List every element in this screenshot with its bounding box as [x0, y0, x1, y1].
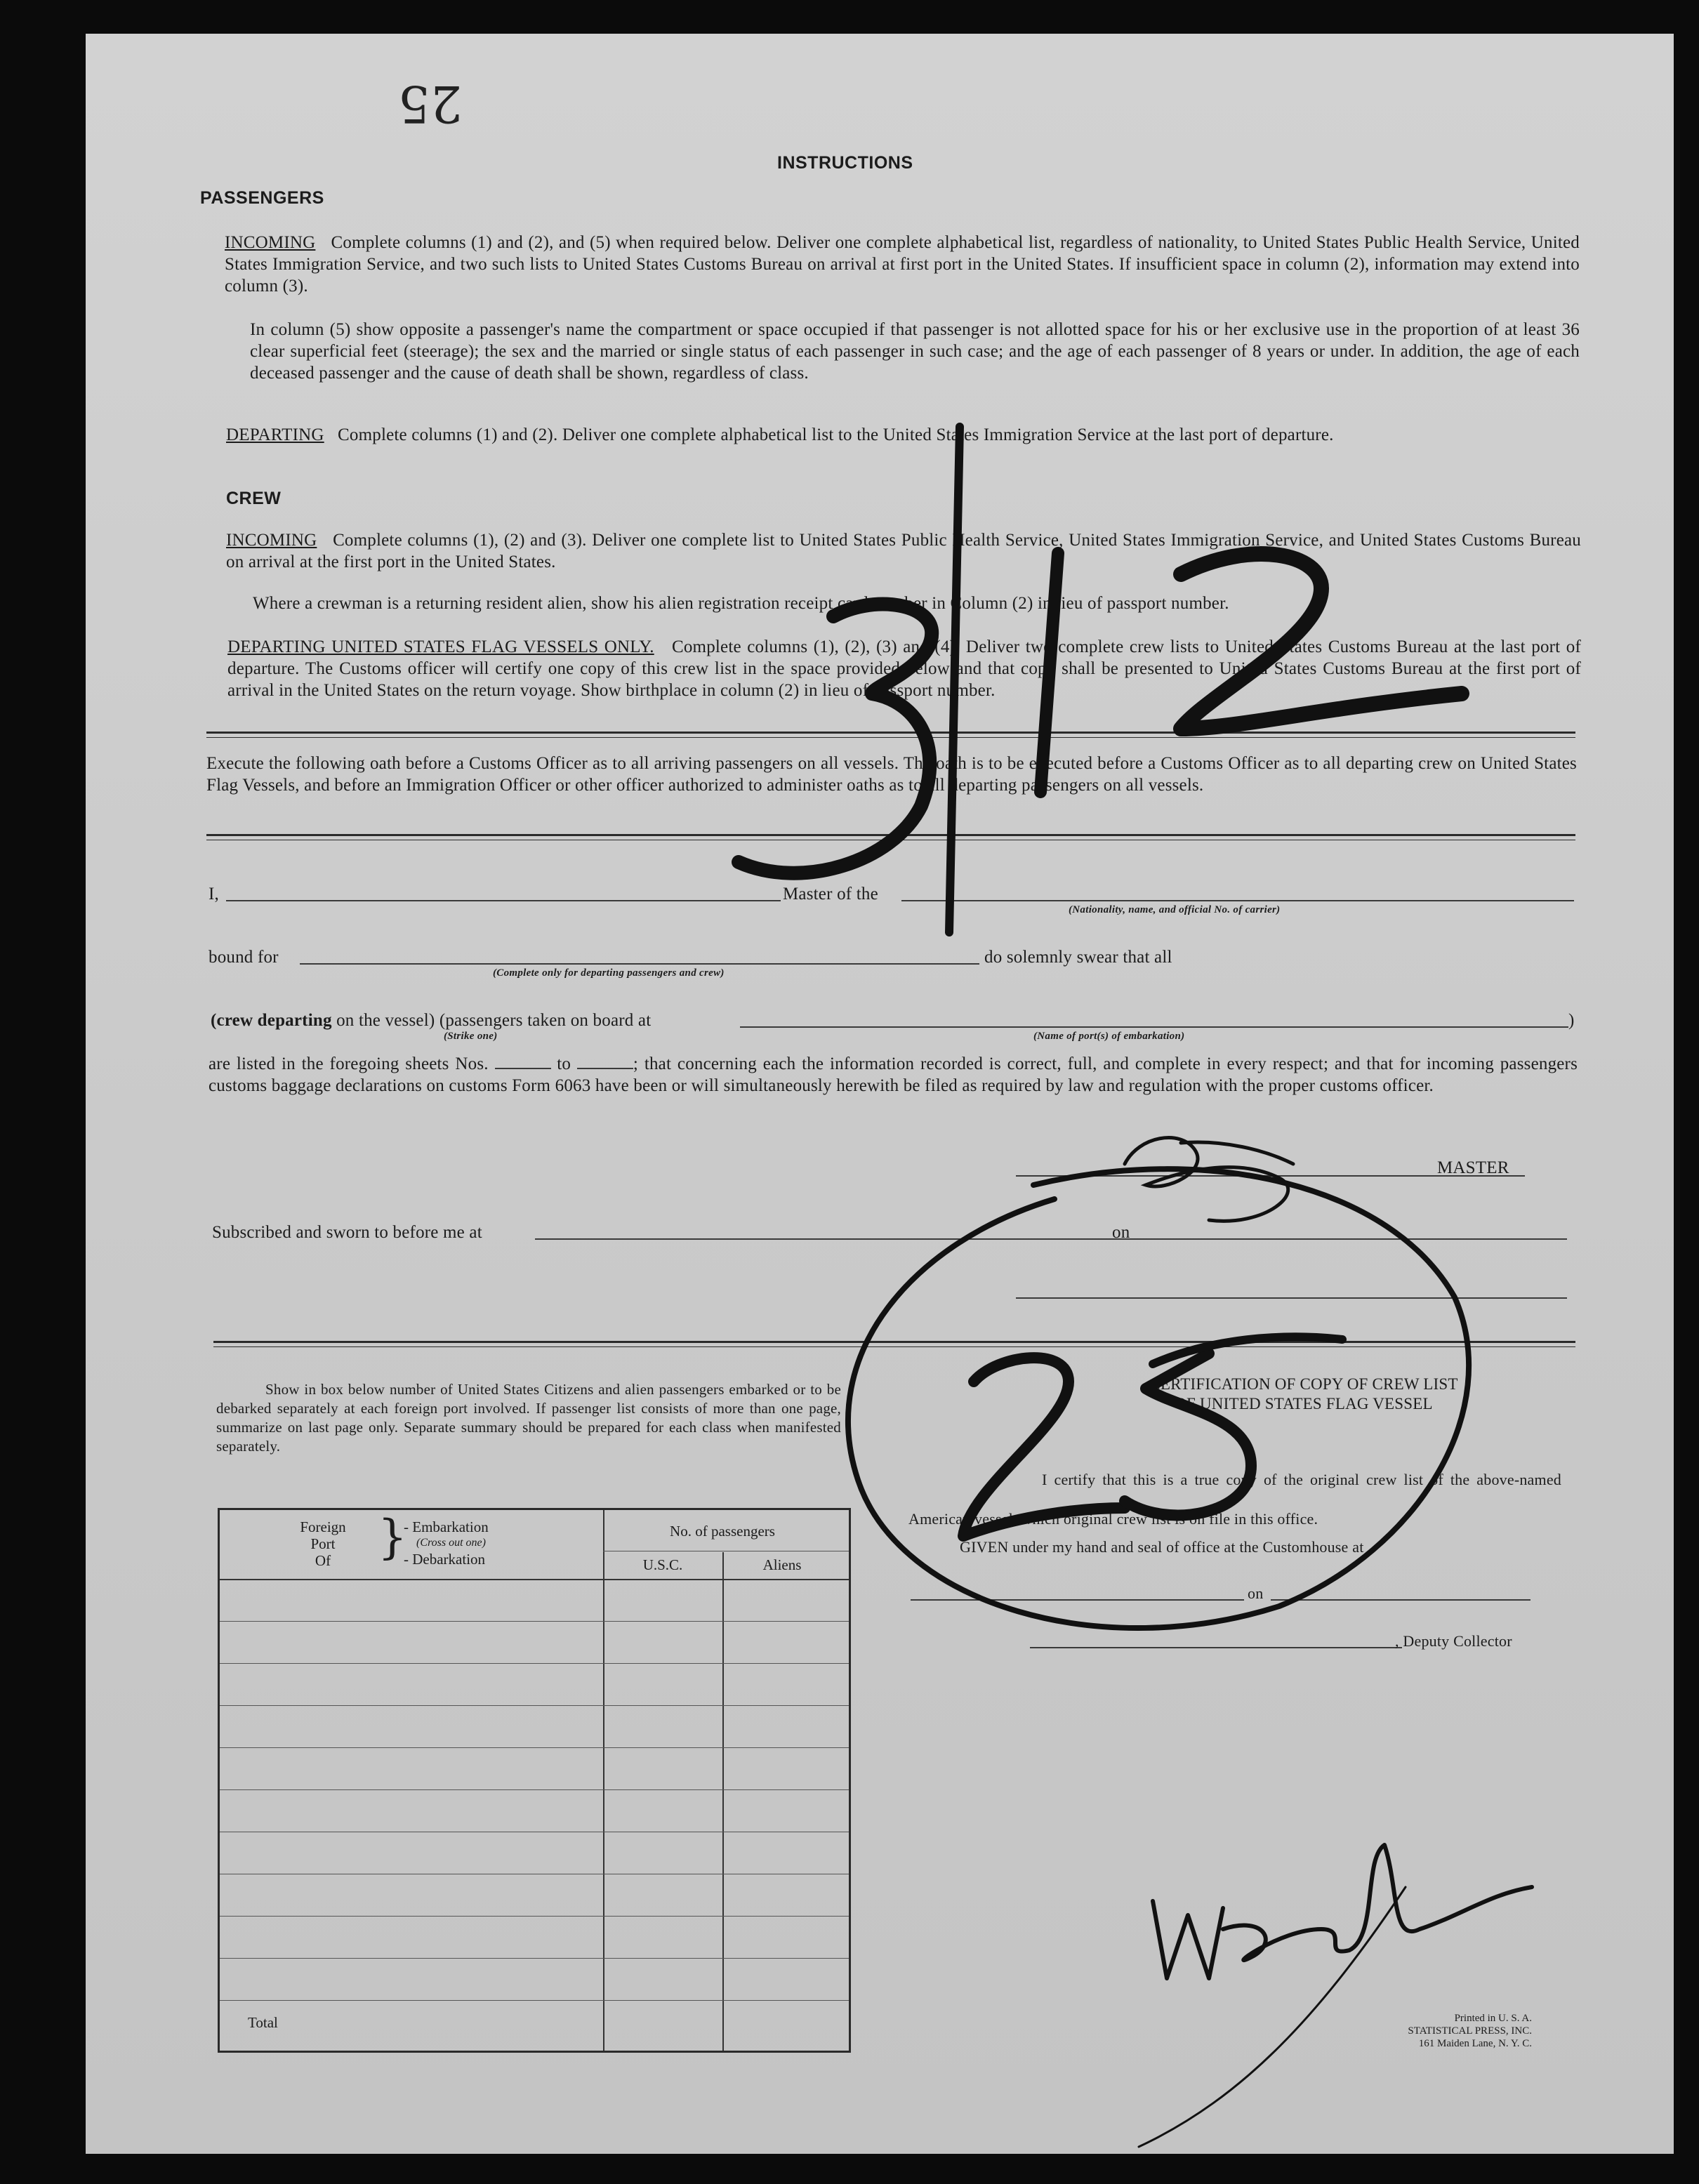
circled-number-25 — [848, 1169, 1469, 1628]
certification-title-2: OF UNITED STATES FLAG VESSEL — [1175, 1395, 1433, 1412]
crew-departing-text: (crew departing — [211, 1011, 332, 1030]
crew-departing-label: DEPARTING UNITED STATES FLAG VESSELS ONLY. — [227, 637, 654, 656]
ports-caption: (Name of port(s) of embarkation) — [1033, 1031, 1185, 1042]
listed-rest: ; that concerning each the information recorded is correct, full, and complete in every respect; and that for incoming passengers customs baggage declarations on customs Form 6063 have been or will simultaneously herewith be filed as required by law and regulation with the proper customs officer. — [209, 1054, 1578, 1095]
port-label: Port — [310, 1535, 336, 1552]
embarkation-label: - Embarkation — [404, 1518, 489, 1535]
brace-icon: } — [378, 1510, 407, 1564]
master-of-the-label: Master of the — [783, 885, 878, 904]
cross-out-caption: (Cross out one) — [416, 1537, 486, 1549]
deputy-collector-label: , Deputy Collector — [1395, 1632, 1512, 1650]
resident-alien-paragraph: Where a crewman is a returning resident alien, show his alien registration receipt card number in Column (2) in lieu of passport number. — [253, 594, 1229, 613]
on-the-vessel-text: on the vessel) — [336, 1011, 435, 1030]
swear-text: do solemnly swear that all — [984, 948, 1172, 967]
carrier-caption: (Nationality, name, and official No. of carrier) — [1069, 904, 1281, 915]
subscribed-label: Subscribed and sworn to before me at — [212, 1223, 482, 1242]
printer-line-2: STATISTICAL PRESS, INC. — [1408, 2025, 1532, 2037]
column5-paragraph: In column (5) show opposite a passenger's name the compartment or space occupied if that passenger is not allotted space for his or her exclusive use in the proportion of at least 36 clear superficial feet (steerage); the sex and the married or single status of each passenger in such case; and the age of each passenger of 8 years or under. In addition, the age of each deceased passenger and the cause of death shall be shown, regardless of class. — [250, 320, 1580, 383]
crew-incoming-text: Complete columns (1), (2) and (3). Deliver one complete list to United States Public Health Service, United States Immigration Service, and United States Customs Bureau on arrival at the first port in the United States. — [226, 531, 1581, 571]
certification-on-label: on — [1248, 1584, 1264, 1602]
form-page — [86, 34, 1674, 2154]
crew-incoming-label: INCOMING — [226, 531, 317, 550]
close-paren: ) — [1568, 1011, 1575, 1030]
debarkation-label: - Debarkation — [404, 1551, 486, 1568]
passengers-incoming-text: Complete columns (1) and (2), and (5) when required below. Deliver one complete alphabetical list, regardless of nationality, to United States Public Health Service, United States Immigration Service, and two such lists to United States Customs Bureau on arrival at first port in the United States. If insufficient space in column (2), information may extend into column (3). — [225, 233, 1580, 296]
printer-line-3: 161 Maiden Lane, N. Y. C. — [1418, 2038, 1532, 2049]
date-mark-3-12 — [739, 427, 1462, 932]
bound-for-label: bound for — [209, 948, 279, 967]
summary-note: Show in box below number of United States Citizens and alien passengers embarked or to be debarked separately at each foreign port involved. If passenger list consists of more than one page, summarize on last page only. Separate summary should be prepared for each class when manifested separately. — [216, 1381, 841, 1455]
handwritten-page-number: 25 — [398, 74, 463, 133]
handwritten-annotations — [86, 34, 1674, 2154]
passengers-taken-text: (passengers taken on board at — [439, 1011, 652, 1030]
given-text: GIVEN under my hand and seal of office at the Customhouse at — [960, 1538, 1364, 1556]
subscribed-on-label: on — [1112, 1223, 1130, 1242]
certification-text: I certify that this is a true copy of the original crew list of the above-named American vessel, which original crew list is on file in this office. — [908, 1471, 1561, 1528]
usc-header: U.S.C. — [642, 1556, 683, 1573]
of-label: Of — [315, 1552, 331, 1569]
bound-for-caption: (Complete only for departing passengers and crew) — [493, 967, 725, 979]
printer-line-1: Printed in U. S. A. — [1454, 2013, 1532, 2024]
no-of-passengers-header: No. of passengers — [670, 1523, 775, 1540]
aliens-header: Aliens — [762, 1556, 802, 1573]
oath-i-label: I, — [209, 885, 219, 904]
passengers-heading: PASSENGERS — [200, 188, 324, 208]
crew-heading: CREW — [226, 489, 282, 508]
instructions-title: INSTRUCTIONS — [777, 153, 913, 173]
total-label: Total — [248, 2014, 278, 2031]
crew-departing-text: Complete columns (1), (2), (3) and (4). Deliver two complete crew lists to United States Customs Bureau at the last port of departure. The Customs officer will certify one copy of this crew list in the space provided below and that copy shall be presented to United States Customs Bureau at the first port of arrival in the United States on the return voyage. Show birthplace in column (2) in lieu of passport number. — [227, 637, 1581, 700]
passengers-departing-label: DEPARTING — [226, 425, 324, 444]
official-signature-icon — [1139, 1845, 1532, 2147]
certification-title-1: CERTIFICATION OF COPY OF CREW LIST — [1149, 1375, 1458, 1393]
passengers-incoming-label: INCOMING — [225, 233, 316, 252]
strike-one-caption: (Strike one) — [444, 1031, 498, 1042]
listed-to: to — [557, 1054, 571, 1073]
oath-intro: Execute the following oath before a Customs Officer as to all arriving passengers on all vessels. The oath is to be executed before a Customs Officer as to all departing crew on United States Flag Vessels, and before an Immigration Officer or other officer authorized to administer oaths as to all departing passengers on all vessels. — [206, 754, 1577, 795]
passengers-departing-text: Complete columns (1) and (2). Deliver one complete alphabetical list to the United States Immigration Service at the last port of departure. — [338, 425, 1334, 444]
master-label: MASTER — [1437, 1158, 1509, 1177]
listed-prefix: are listed in the foregoing sheets Nos. — [209, 1054, 489, 1073]
foreign-label: Foreign — [300, 1518, 346, 1535]
